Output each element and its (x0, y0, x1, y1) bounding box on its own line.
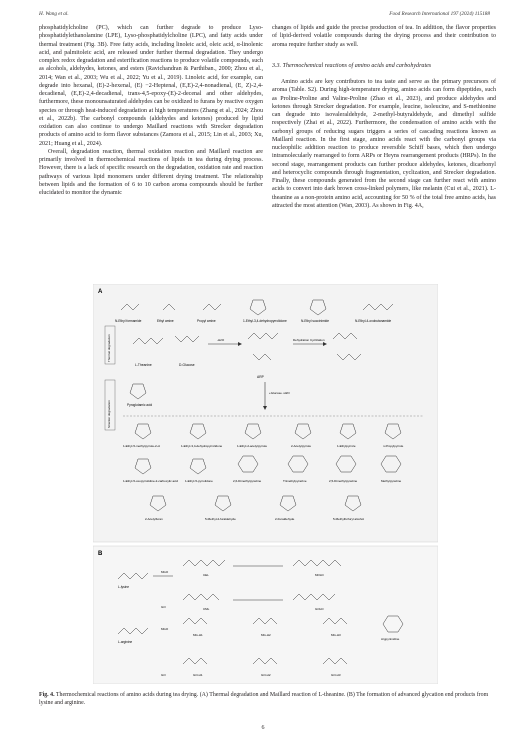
b-label-cel: CEL (203, 573, 209, 577)
b-label-mgo-1: MGO (161, 570, 169, 574)
label-theanine: L-Theanine (135, 363, 152, 367)
product-13: 2-Acetylfuran (145, 517, 163, 521)
label-pyroglutamic: Pyroglutamic acid (127, 403, 153, 407)
side-label-thermal: Thermal degradation (107, 334, 111, 362)
caption-label: Fig. 4. (39, 692, 55, 698)
b-label-argpyrimidine: Argpyrimidine (381, 637, 400, 641)
product-14: 5-Methyl-2-furaldehyde (205, 517, 236, 521)
b-label-goh3: GO-H3 (331, 673, 341, 677)
caption-text: Thermochemical reactions of amino acids during tea drying. (A) Thermal degradation and Maillard reaction of L-theanine. (B) The formation of advanced glycation end products from lysine and arginine. (39, 692, 489, 706)
b-label-mgh2: MG-H2 (261, 633, 271, 637)
left-paragraph-2: Overall, degradation reaction, thermal oxidation reaction and Maillard reaction are primarily involved in thermochemical reactions of lipids in tea during drying process. However, there is a lack of specific research on the degradation, oxidation rate and reaction pathways of various lipid monomers under different drying treatment. The relationship between lipids and the formation of 6 to 10 carbon aroma compounds should be further elucidated to monitor the dynamic (39, 148, 263, 196)
left-column (39, 24, 263, 197)
product-3: 1-Ethyl-2-acetylpyrrole (237, 444, 268, 448)
product-7: 1-Ethyl-5-oxopyrrolidine-2-carboxylic acid (123, 479, 179, 483)
top-label-4: 1-Ethyl-3,4-dehydropyrrolidone (243, 319, 287, 323)
product-12: Methylpyrazine (381, 479, 402, 483)
right-column (272, 24, 496, 210)
label-lysine: L-lysine (118, 585, 129, 589)
top-label-6: N-Ethyl-4-oxobutanamide (355, 319, 392, 323)
top-label-3: Propyl amine (197, 319, 216, 323)
product-5: 1-Ethylpyrrole (337, 444, 356, 448)
page-number: 6 (261, 725, 265, 731)
product-10: Trimethylpyrazine (283, 479, 307, 483)
b-label-goh1: GO-H1 (193, 673, 203, 677)
panel-b-letter: B (98, 551, 103, 557)
product-4: 2-Acetylpyrrole (291, 444, 312, 448)
top-label-1: N-Ethyl formamide (115, 319, 142, 323)
b-label-cml: CML (203, 607, 210, 611)
label-dehydration: Dehydration Cyclization (293, 338, 325, 342)
b-label-mold: MOLD (315, 573, 324, 577)
running-header-journal: Food Research International 197 (2024) 115188 (389, 11, 490, 17)
label-arginine: L-arginine (118, 640, 133, 644)
product-15: 2-Furaldehyde (275, 517, 295, 521)
label-minus-water: -H2O (217, 338, 225, 342)
left-paragraph-1: phosphatidylcholine (PC), which can further degrade to produce Lyso-phosphatidylethanolamine (LPE), Lyso-phosphatidylcholine (LPC), and fatty acids under thermal treatment (Fig. 3B). Free fatty acids, including linoleic acid, oleic acid, α-linolenic acid, and palmitoleic acid, are released under further thermal degradation. They undergo complex redox degradation and esterification reactions to produce volatile compounds, such as alcohols, aldehydes, ketones, and esters (Ravichandran & Parthiban., 2000; Zhou et al., 2014; Wan et al., 2003; Wu et al., 2022; Yu et al., 2019). Linoleic acid, for example, can degrade into hexanal, (E)-2-hexenal, (E) −2-Heptenal, (E,E)-2,4-nonadienal, (E, Z)-2,4-decadienal, (E,E)-2,4-decadienal, trans-4,5-epoxy-(E)-2-decenal and other aldehydes, furthermore, these monounsaturated aldehydes can be oxidized to furans by reactive oxygen species or through heat-induced degradation at high temperatures (Zhang et al., 2024; Zhou et al., 2022b). The carbonyl compounds (aldehydes and ketones) produced by lipid oxidation can also continue to undergo Maillard reactions with Strecker degradation products of amino acid to form flavor substances (Zamora et al., 2015; Lin et al., 2003; Xu, 2021; Huang et al., 2024). (39, 25, 263, 147)
label-plus-glucose: +Glucose -H2O (269, 391, 290, 395)
top-label-5: N-Ethyl succinimide (301, 319, 329, 323)
label-arp: ARP (257, 375, 264, 379)
b-label-goh2: GO-H2 (261, 673, 271, 677)
figure-4 (93, 284, 438, 684)
figure-caption (39, 692, 495, 707)
product-16: 5-Methylfurfuryl alcohol (333, 517, 365, 521)
running-header-authors: H. Wang et al. (39, 11, 69, 17)
b-label-mgh1: MG-H1 (193, 633, 203, 637)
right-paragraph-2: Amino acids are key contributors to tea taste and serve as the primary precursors of aroma (Table. S2). During high-temperature drying, amino acids can form dipeptides, such as Proline-Proline and Valine-Proline (Zhao et al., 2023), and produce aldehydes and ketones through Strecker degradation. For example, leucine, isoleucine, and S-methionine can degrade into isovaleraldehyde, 2-methyl-butyraldehyde, and dimethyl sulfide respectively (Zhai et al., 2022). Furthermore, the condensation of amino acids with the carbonyl groups of reducing sugars triggers a series of cascading reactions known as Maillard reaction. In the first stage, amino acids react with the carbonyl groups via nucleophilic addition reaction to produce reversible Schiff bases, which then undergo intramolecularly rearranged to form ARPs or Heyns rearrangement products (HRPs). In the second stage, rearrangement products can further produce aldehydes, ketones, dicarbonyl and heterocyclic compounds through fragmentation, cyclization, and Strecker degradation. Finally, these compounds generated from the second stage can further react with amino acids to convert into dark brown cross-linked polymers, like melanin (Cui et al., 2021). L-theanine as a non-protein amino acid, accounting for 50 % of the total free amino acids, has attracted the most attention (Wan, 2003). As shown in Fig. 4A, (272, 79, 496, 209)
b-label-gold: GOLD (315, 607, 324, 611)
product-9: 2,6-Dimethylpyrazine (233, 479, 262, 483)
top-label-2: Ethyl amine (157, 319, 174, 323)
label-glucose: D-Glucose (179, 363, 195, 367)
b-label-mgh3: MG-H3 (331, 633, 341, 637)
b-label-mgo-2: MGO (161, 627, 169, 631)
section-heading: 3.3. Thermochemical reactions of amino acids and carbohydrates (272, 62, 432, 69)
product-8: 1-Ethyl-5-pyrrolidone (185, 479, 213, 483)
product-11: 2,5-Dimethylpyrazine (329, 479, 358, 483)
product-6: n-Propylpyrrole (383, 444, 404, 448)
right-paragraph-1: changes of lipids and guide the precise production of tea. In addition, the flavor properties of lipid-derived volatile compounds during the drying process and their contribution to aroma require further study as well. (272, 25, 496, 48)
product-2: 1-Ethyl-3,4-dehydropyrrolidone (181, 444, 223, 448)
panel-a-letter: A (98, 289, 103, 295)
product-1: 1-Ethyl-5-methylpyrrole-2-ol (123, 444, 161, 448)
b-label-go-2: GO (161, 673, 166, 677)
b-label-go-1: GO (161, 605, 166, 609)
side-label-strecker: Strecker degradation (107, 400, 111, 428)
